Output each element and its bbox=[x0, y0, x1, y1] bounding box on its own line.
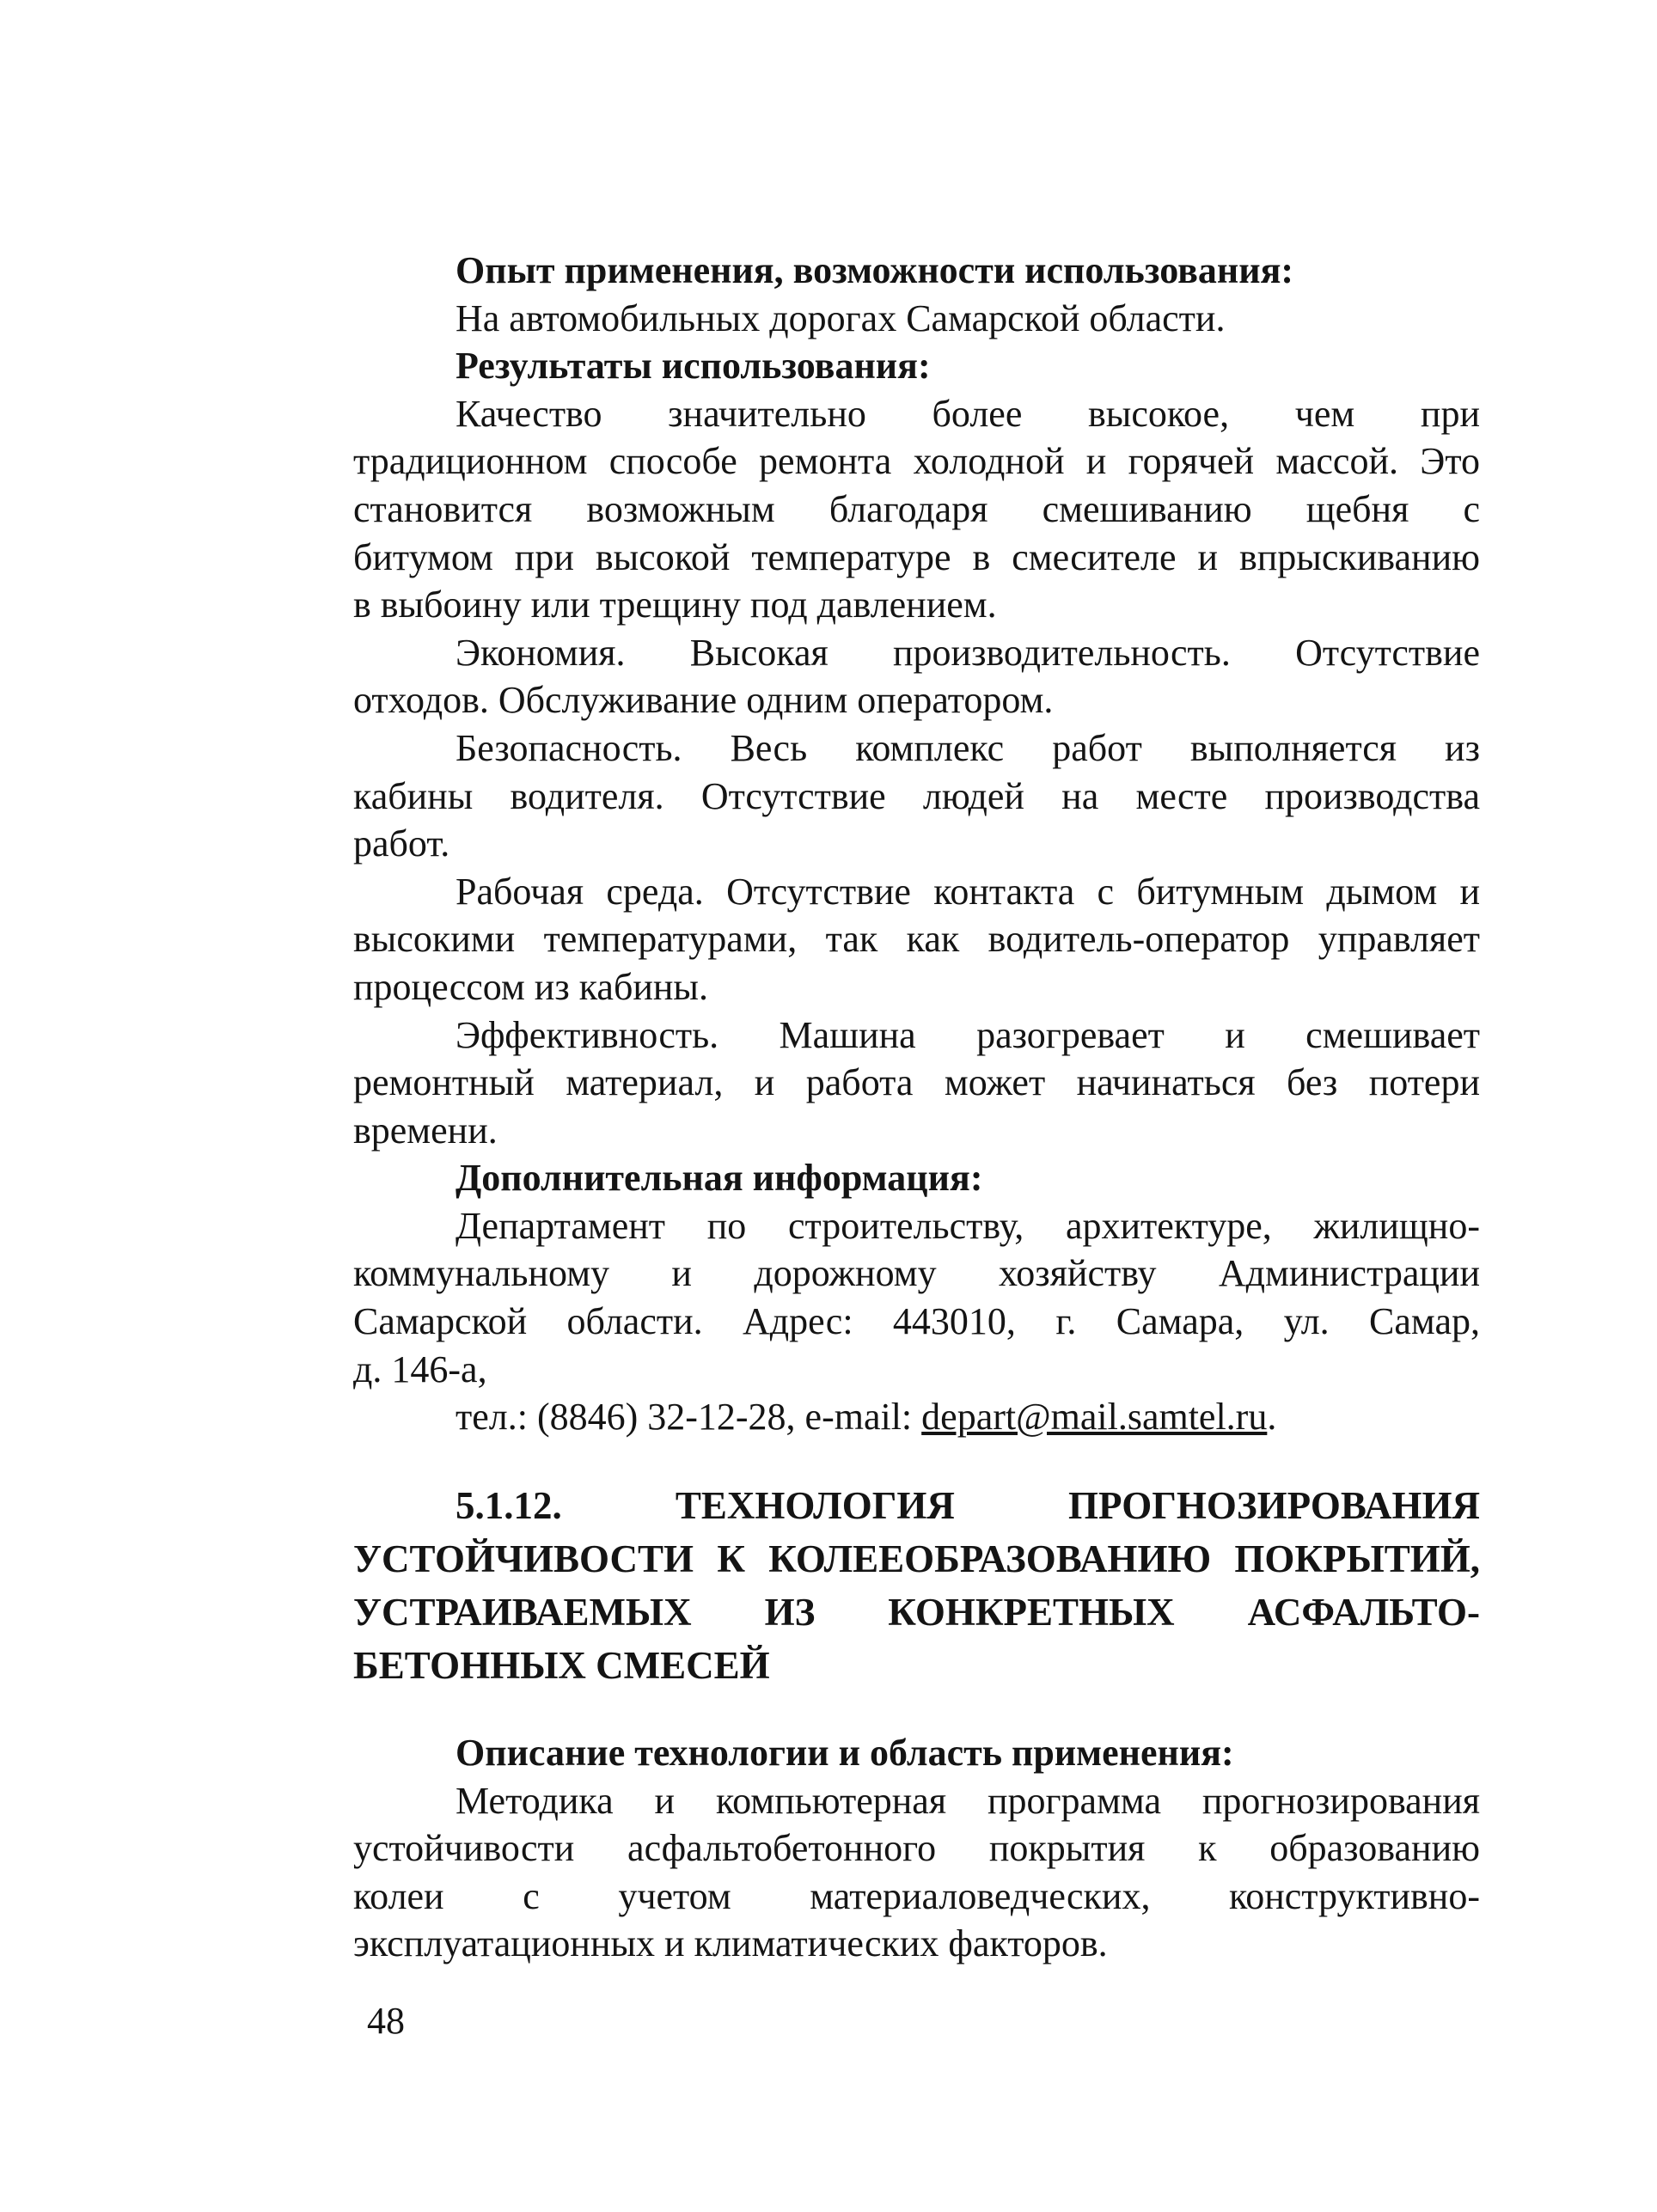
safety-paragraph-line: работ. bbox=[353, 822, 450, 865]
page-number: 48 bbox=[367, 2000, 405, 2042]
efficiency-paragraph-line: времени. bbox=[353, 1109, 498, 1152]
description-block bbox=[353, 1729, 1480, 1968]
quality-paragraph-line: в выбоину или трещину под давлением. bbox=[353, 584, 997, 626]
description-heading: Описание технологии и область применения: bbox=[456, 1732, 1234, 1774]
quality-paragraph-line: традиционном способе ремонта холодной и горячей массой. Это bbox=[353, 440, 1480, 483]
efficiency-paragraph bbox=[353, 1011, 1480, 1155]
work-environment-paragraph bbox=[353, 868, 1480, 1011]
department-address-line: Самарской области. Адрес: 443010, г. Самара, ул. Самар, bbox=[353, 1300, 1480, 1343]
description-line: колеи с учетом материаловедческих, конструктивно- bbox=[353, 1874, 1480, 1917]
economy-paragraph-line: Экономия. Высокая производительность. Отсутствие bbox=[456, 631, 1480, 674]
contact-line-end: . bbox=[1267, 1396, 1277, 1439]
section-title bbox=[353, 1479, 1480, 1692]
description-line: эксплуатационных и климатических факторов. bbox=[353, 1922, 1108, 1965]
economy-paragraph-line: отходов. Обслуживание одним оператором. bbox=[353, 679, 1054, 722]
department-address-paragraph bbox=[353, 1202, 1480, 1393]
quality-paragraph-line: становится возможным благодаря смешиванию щебня с bbox=[353, 487, 1480, 530]
work-environment-paragraph-line: Рабочая среда. Отсутствие контакта с битумным дымом и bbox=[456, 870, 1480, 913]
section-title-line: УСТРАИВАЕМЫХ ИЗ КОНКРЕТНЫХ АСФАЛЬТО- bbox=[353, 1591, 1480, 1634]
email-link[interactable]: depart@mail.samtel.ru bbox=[921, 1396, 1268, 1439]
phone-text: тел.: (8846) 32-12-28, e-mail: bbox=[456, 1396, 922, 1439]
safety-paragraph-line: Безопасность. Весь комплекс работ выполняется из bbox=[456, 726, 1480, 769]
quality-paragraph-line: битумом при высокой температуре в смесителе и впрыскиванию bbox=[353, 535, 1480, 578]
department-address-line: Департамент по строительству, архитектуре, жилищно- bbox=[456, 1204, 1480, 1247]
work-environment-paragraph-line: высокими температурами, так как водитель-оператор управляет bbox=[353, 918, 1480, 961]
safety-paragraph bbox=[353, 724, 1480, 868]
efficiency-paragraph-line: ремонтный материал, и работа может начинаться без потери bbox=[353, 1061, 1480, 1104]
main-text-block bbox=[353, 247, 1480, 1441]
contact-line bbox=[353, 1393, 1480, 1441]
quality-paragraph bbox=[353, 390, 1480, 629]
economy-paragraph bbox=[353, 629, 1480, 724]
safety-paragraph-line: кабины водителя. Отсутствие людей на месте производства bbox=[353, 774, 1480, 817]
section-title-line: БЕТОННЫХ СМЕСЕЙ bbox=[353, 1644, 770, 1687]
additional-info-heading: Дополнительная информация: bbox=[456, 1157, 983, 1200]
results-heading: Результаты использования: bbox=[456, 345, 931, 388]
description-line: Методика и компьютерная программа прогнозирования bbox=[456, 1779, 1480, 1822]
quality-paragraph-line: Качество значительно более высокое, чем при bbox=[456, 392, 1480, 435]
efficiency-paragraph-line: Эффективность. Машина разогревает и смешивает bbox=[456, 1013, 1480, 1056]
section-title-line: УСТОЙЧИВОСТИ К КОЛЕЕОБРАЗОВАНИЮ ПОКРЫТИЙ, bbox=[353, 1537, 1480, 1580]
section-title-line: 5.1.12. ТЕХНОЛОГИЯ ПРОГНОЗИРОВАНИЯ bbox=[456, 1484, 1480, 1527]
department-address-line: коммунальному и дорожному хозяйству Администрации bbox=[353, 1252, 1480, 1295]
work-environment-paragraph-line: процессом из кабины. bbox=[353, 965, 708, 1008]
department-address-line: д. 146-а, bbox=[353, 1347, 487, 1390]
usage-experience-heading: Опыт применения, возможности использования: bbox=[456, 249, 1294, 291]
usage-experience-text: На автомобильных дорогах Самарской области. bbox=[456, 296, 1226, 339]
description-line: устойчивости асфальтобетонного покрытия к образованию bbox=[353, 1827, 1480, 1870]
